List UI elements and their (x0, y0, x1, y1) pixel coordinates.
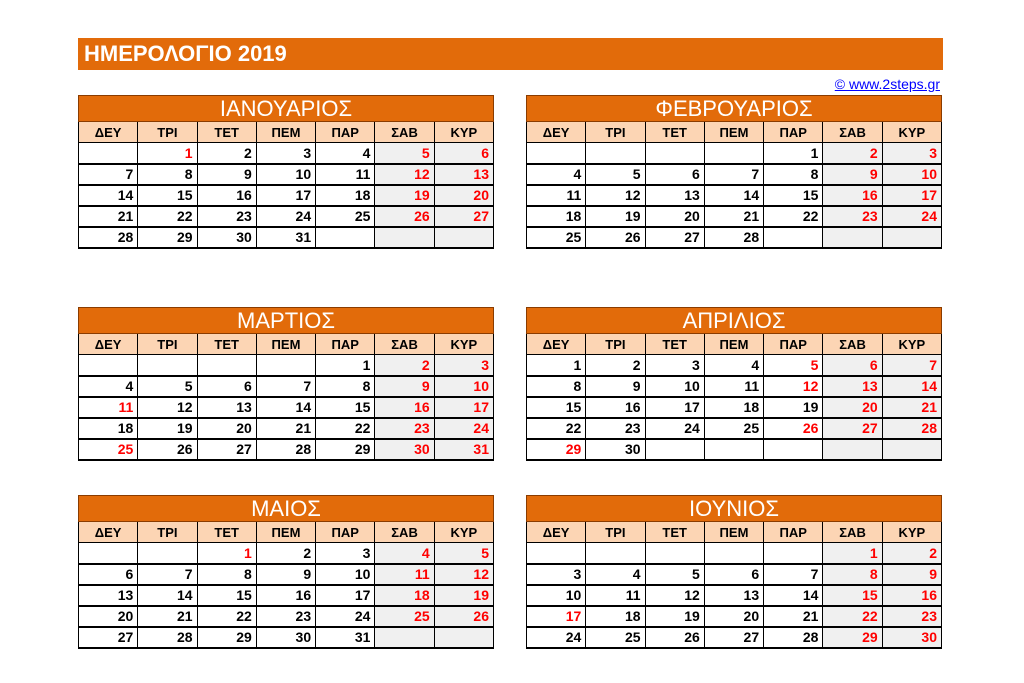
weekday-header: ΠΕΜ (256, 122, 315, 143)
credit-link[interactable]: © www.2steps.gr (834, 76, 940, 92)
day-cell: 28 (138, 627, 197, 648)
day-cell: 22 (527, 418, 586, 439)
day-cell: 20 (704, 606, 763, 627)
day-cell: 13 (704, 585, 763, 606)
day-cell: 28 (764, 627, 823, 648)
day-cell: 2 (256, 543, 315, 564)
day-cell (704, 439, 763, 460)
month-name: ΜΑΙΟΣ (79, 496, 494, 522)
day-cell: 17 (316, 585, 375, 606)
day-cell: 29 (197, 627, 256, 648)
day-cell: 15 (823, 585, 882, 606)
day-cell (79, 543, 138, 564)
day-cell: 18 (316, 185, 375, 206)
day-cell: 7 (256, 376, 315, 397)
week-row (79, 543, 494, 564)
weekday-header: ΔΕΥ (527, 334, 586, 355)
day-cell: 23 (882, 606, 941, 627)
day-cell: 17 (434, 397, 493, 418)
week-row (79, 376, 494, 397)
weekday-header: ΣΑΒ (375, 334, 434, 355)
day-cell: 5 (434, 543, 493, 564)
day-cell: 16 (823, 185, 882, 206)
day-cell: 26 (764, 418, 823, 439)
day-cell: 11 (375, 564, 434, 585)
day-cell (586, 143, 645, 164)
week-row (79, 418, 494, 439)
week-row (79, 585, 494, 606)
weekday-header: ΣΑΒ (823, 122, 882, 143)
day-cell: 16 (882, 585, 941, 606)
weekday-header: ΤΕΤ (645, 122, 704, 143)
day-cell: 29 (316, 439, 375, 460)
day-cell: 3 (316, 543, 375, 564)
day-cell: 13 (434, 164, 493, 185)
week-row (527, 143, 942, 164)
day-cell: 22 (316, 418, 375, 439)
week-row (527, 397, 942, 418)
weekday-header: ΚΥΡ (882, 122, 941, 143)
day-cell: 15 (197, 585, 256, 606)
day-cell: 12 (375, 164, 434, 185)
day-cell: 31 (434, 439, 493, 460)
day-cell: 20 (197, 418, 256, 439)
day-cell: 26 (375, 206, 434, 227)
day-cell (527, 543, 586, 564)
day-cell: 20 (823, 397, 882, 418)
day-cell: 21 (138, 606, 197, 627)
day-cell: 29 (138, 227, 197, 248)
day-cell: 6 (704, 564, 763, 585)
day-cell: 24 (527, 627, 586, 648)
day-cell: 16 (586, 397, 645, 418)
day-cell: 8 (823, 564, 882, 585)
weekday-header: ΤΡΙ (586, 522, 645, 543)
day-cell: 27 (704, 627, 763, 648)
day-cell: 23 (823, 206, 882, 227)
day-cell: 24 (882, 206, 941, 227)
day-cell: 5 (764, 355, 823, 376)
weekday-header: ΚΥΡ (882, 334, 941, 355)
week-row (527, 355, 942, 376)
month-calendar (526, 495, 942, 649)
weekday-header: ΠΑΡ (316, 334, 375, 355)
day-cell: 15 (138, 185, 197, 206)
month-name: ΑΠΡΙΛΙΟΣ (527, 308, 942, 334)
day-cell: 16 (197, 185, 256, 206)
weekday-header: ΤΡΙ (586, 122, 645, 143)
day-cell (375, 627, 434, 648)
day-cell: 6 (645, 164, 704, 185)
day-cell (764, 543, 823, 564)
day-cell: 4 (375, 543, 434, 564)
day-cell (645, 439, 704, 460)
day-cell: 30 (256, 627, 315, 648)
day-cell: 27 (823, 418, 882, 439)
weekday-header: ΚΥΡ (434, 334, 493, 355)
day-cell: 12 (434, 564, 493, 585)
day-cell (645, 543, 704, 564)
month-calendar (78, 495, 494, 649)
day-cell: 13 (79, 585, 138, 606)
day-cell: 20 (79, 606, 138, 627)
day-cell: 1 (823, 543, 882, 564)
weekday-header: ΠΑΡ (764, 122, 823, 143)
day-cell: 10 (256, 164, 315, 185)
day-cell: 18 (527, 206, 586, 227)
day-cell: 24 (316, 606, 375, 627)
day-cell: 30 (882, 627, 941, 648)
day-cell: 30 (586, 439, 645, 460)
week-row (527, 564, 942, 585)
day-cell: 30 (197, 227, 256, 248)
day-cell: 24 (434, 418, 493, 439)
weekday-header: ΚΥΡ (882, 522, 941, 543)
weekday-header: ΠΕΜ (256, 334, 315, 355)
month-calendar (526, 307, 942, 461)
day-cell: 10 (434, 376, 493, 397)
day-cell: 19 (645, 606, 704, 627)
day-cell: 10 (645, 376, 704, 397)
day-cell: 8 (138, 164, 197, 185)
week-row (79, 206, 494, 227)
week-row (527, 164, 942, 185)
weekday-header: ΤΡΙ (138, 122, 197, 143)
month-name: ΦΕΒΡΟΥΑΡΙΟΣ (527, 96, 942, 122)
day-cell (764, 227, 823, 248)
day-cell: 7 (138, 564, 197, 585)
day-cell: 12 (586, 185, 645, 206)
day-cell: 4 (79, 376, 138, 397)
day-cell: 2 (882, 543, 941, 564)
day-cell: 5 (645, 564, 704, 585)
weekday-header: ΠΕΜ (256, 522, 315, 543)
day-cell: 13 (197, 397, 256, 418)
day-cell: 29 (823, 627, 882, 648)
week-row (79, 355, 494, 376)
day-cell: 1 (197, 543, 256, 564)
week-row (527, 585, 942, 606)
weekday-header: ΣΑΒ (823, 522, 882, 543)
weekday-header: ΠΕΜ (704, 334, 763, 355)
day-cell: 14 (256, 397, 315, 418)
day-cell: 15 (527, 397, 586, 418)
day-cell (645, 143, 704, 164)
day-cell: 12 (645, 585, 704, 606)
weekday-header: ΔΕΥ (79, 334, 138, 355)
day-cell (138, 543, 197, 564)
day-cell (434, 627, 493, 648)
day-cell: 13 (823, 376, 882, 397)
month-calendar (78, 307, 494, 461)
day-cell (823, 439, 882, 460)
day-cell: 25 (79, 439, 138, 460)
day-cell: 4 (704, 355, 763, 376)
month-calendar (526, 95, 942, 249)
day-cell: 15 (316, 397, 375, 418)
day-cell: 6 (823, 355, 882, 376)
day-cell: 5 (586, 164, 645, 185)
day-cell: 8 (527, 376, 586, 397)
day-cell: 31 (256, 227, 315, 248)
day-cell: 7 (704, 164, 763, 185)
day-cell: 4 (586, 564, 645, 585)
day-cell (882, 439, 941, 460)
weekday-header: ΣΑΒ (375, 122, 434, 143)
day-cell: 26 (138, 439, 197, 460)
day-cell: 22 (197, 606, 256, 627)
day-cell: 30 (375, 439, 434, 460)
day-cell: 29 (527, 439, 586, 460)
day-cell: 9 (197, 164, 256, 185)
weekday-header: ΚΥΡ (434, 122, 493, 143)
day-cell: 1 (527, 355, 586, 376)
day-cell: 18 (375, 585, 434, 606)
weekday-header: ΠΕΜ (704, 522, 763, 543)
weekday-header: ΠΑΡ (316, 522, 375, 543)
day-cell: 10 (316, 564, 375, 585)
day-cell: 6 (197, 376, 256, 397)
day-cell: 10 (882, 164, 941, 185)
day-cell: 8 (197, 564, 256, 585)
weekday-header: ΤΡΙ (138, 334, 197, 355)
week-row (79, 164, 494, 185)
day-cell: 23 (256, 606, 315, 627)
day-cell: 17 (527, 606, 586, 627)
day-cell (764, 439, 823, 460)
day-cell: 3 (527, 564, 586, 585)
day-cell: 31 (316, 627, 375, 648)
day-cell: 22 (823, 606, 882, 627)
day-cell: 7 (882, 355, 941, 376)
day-cell: 25 (316, 206, 375, 227)
day-cell: 12 (764, 376, 823, 397)
day-cell: 19 (764, 397, 823, 418)
day-cell: 23 (375, 418, 434, 439)
day-cell: 10 (527, 585, 586, 606)
day-cell: 27 (434, 206, 493, 227)
day-cell: 27 (645, 227, 704, 248)
day-cell: 14 (138, 585, 197, 606)
day-cell: 21 (764, 606, 823, 627)
week-row (527, 418, 942, 439)
month-name: ΙΟΥΝΙΟΣ (527, 496, 942, 522)
day-cell: 26 (586, 227, 645, 248)
day-cell: 25 (586, 627, 645, 648)
day-cell: 9 (882, 564, 941, 585)
day-cell: 14 (704, 185, 763, 206)
day-cell: 2 (197, 143, 256, 164)
day-cell: 12 (138, 397, 197, 418)
day-cell: 27 (79, 627, 138, 648)
weekday-header: ΠΑΡ (764, 334, 823, 355)
day-cell (882, 227, 941, 248)
day-cell: 27 (197, 439, 256, 460)
day-cell: 9 (586, 376, 645, 397)
day-cell: 17 (256, 185, 315, 206)
weekday-header: ΠΑΡ (764, 522, 823, 543)
day-cell: 4 (527, 164, 586, 185)
day-cell (434, 227, 493, 248)
day-cell: 21 (256, 418, 315, 439)
week-row (79, 439, 494, 460)
day-cell (823, 227, 882, 248)
month-name: ΜΑΡΤΙΟΣ (79, 308, 494, 334)
day-cell: 18 (704, 397, 763, 418)
page-title: ΗΜΕΡΟΛΟΓΙΟ 2019 (84, 41, 287, 66)
week-row (527, 376, 942, 397)
day-cell: 7 (79, 164, 138, 185)
day-cell: 1 (764, 143, 823, 164)
day-cell: 23 (197, 206, 256, 227)
week-row (527, 606, 942, 627)
day-cell: 20 (645, 206, 704, 227)
week-row (79, 564, 494, 585)
weekday-header: ΤΕΤ (645, 334, 704, 355)
title-bar (78, 38, 943, 70)
day-cell: 19 (138, 418, 197, 439)
week-row (79, 143, 494, 164)
month-name: ΙΑΝΟΥΑΡΙΟΣ (79, 96, 494, 122)
day-cell (79, 355, 138, 376)
day-cell (704, 543, 763, 564)
day-cell: 2 (823, 143, 882, 164)
weekday-header: ΚΥΡ (434, 522, 493, 543)
day-cell: 9 (256, 564, 315, 585)
week-row (527, 227, 942, 248)
week-row (527, 543, 942, 564)
day-cell: 19 (586, 206, 645, 227)
day-cell: 11 (704, 376, 763, 397)
day-cell: 17 (645, 397, 704, 418)
day-cell: 11 (527, 185, 586, 206)
day-cell: 26 (645, 627, 704, 648)
day-cell: 25 (375, 606, 434, 627)
day-cell (316, 227, 375, 248)
day-cell: 5 (375, 143, 434, 164)
day-cell: 11 (586, 585, 645, 606)
day-cell: 3 (645, 355, 704, 376)
day-cell: 3 (434, 355, 493, 376)
day-cell (79, 143, 138, 164)
day-cell: 21 (704, 206, 763, 227)
week-row (527, 206, 942, 227)
day-cell: 16 (375, 397, 434, 418)
day-cell: 14 (764, 585, 823, 606)
day-cell: 20 (434, 185, 493, 206)
day-cell: 28 (704, 227, 763, 248)
day-cell: 2 (375, 355, 434, 376)
day-cell: 14 (882, 376, 941, 397)
weekday-header: ΔΕΥ (79, 522, 138, 543)
day-cell: 26 (434, 606, 493, 627)
day-cell (197, 355, 256, 376)
day-cell: 28 (79, 227, 138, 248)
day-cell: 23 (586, 418, 645, 439)
day-cell: 9 (375, 376, 434, 397)
day-cell (375, 227, 434, 248)
day-cell: 14 (79, 185, 138, 206)
day-cell: 1 (316, 355, 375, 376)
day-cell: 6 (434, 143, 493, 164)
day-cell (527, 143, 586, 164)
day-cell: 28 (882, 418, 941, 439)
week-row (527, 185, 942, 206)
day-cell: 16 (256, 585, 315, 606)
week-row (79, 227, 494, 248)
day-cell: 6 (79, 564, 138, 585)
day-cell (256, 355, 315, 376)
week-row (79, 185, 494, 206)
day-cell: 25 (704, 418, 763, 439)
day-cell: 17 (882, 185, 941, 206)
day-cell: 18 (79, 418, 138, 439)
weekday-header: ΤΕΤ (645, 522, 704, 543)
week-row (527, 627, 942, 648)
day-cell (138, 355, 197, 376)
day-cell: 2 (586, 355, 645, 376)
weekday-header: ΣΑΒ (823, 334, 882, 355)
week-row (527, 439, 942, 460)
weekday-header: ΔΕΥ (527, 122, 586, 143)
week-row (79, 606, 494, 627)
weekday-header: ΤΕΤ (197, 522, 256, 543)
day-cell: 28 (256, 439, 315, 460)
weekday-header: ΤΡΙ (586, 334, 645, 355)
weekday-header: ΤΕΤ (197, 334, 256, 355)
day-cell: 13 (645, 185, 704, 206)
weekday-header: ΔΕΥ (79, 122, 138, 143)
day-cell: 5 (138, 376, 197, 397)
day-cell: 3 (882, 143, 941, 164)
day-cell: 11 (316, 164, 375, 185)
day-cell: 24 (645, 418, 704, 439)
day-cell: 1 (138, 143, 197, 164)
day-cell (704, 143, 763, 164)
weekday-header: ΤΕΤ (197, 122, 256, 143)
week-row (79, 627, 494, 648)
weekday-header: ΔΕΥ (527, 522, 586, 543)
day-cell: 19 (434, 585, 493, 606)
day-cell: 9 (823, 164, 882, 185)
day-cell: 19 (375, 185, 434, 206)
day-cell: 8 (316, 376, 375, 397)
day-cell: 18 (586, 606, 645, 627)
weekday-header: ΣΑΒ (375, 522, 434, 543)
day-cell: 8 (764, 164, 823, 185)
day-cell: 22 (764, 206, 823, 227)
day-cell: 7 (764, 564, 823, 585)
day-cell: 22 (138, 206, 197, 227)
day-cell: 21 (882, 397, 941, 418)
week-row (79, 397, 494, 418)
day-cell: 11 (79, 397, 138, 418)
weekday-header: ΠΕΜ (704, 122, 763, 143)
day-cell: 4 (316, 143, 375, 164)
day-cell: 3 (256, 143, 315, 164)
month-calendar (78, 95, 494, 249)
day-cell: 15 (764, 185, 823, 206)
weekday-header: ΠΑΡ (316, 122, 375, 143)
weekday-header: ΤΡΙ (138, 522, 197, 543)
day-cell: 25 (527, 227, 586, 248)
day-cell: 24 (256, 206, 315, 227)
day-cell (586, 543, 645, 564)
day-cell: 21 (79, 206, 138, 227)
